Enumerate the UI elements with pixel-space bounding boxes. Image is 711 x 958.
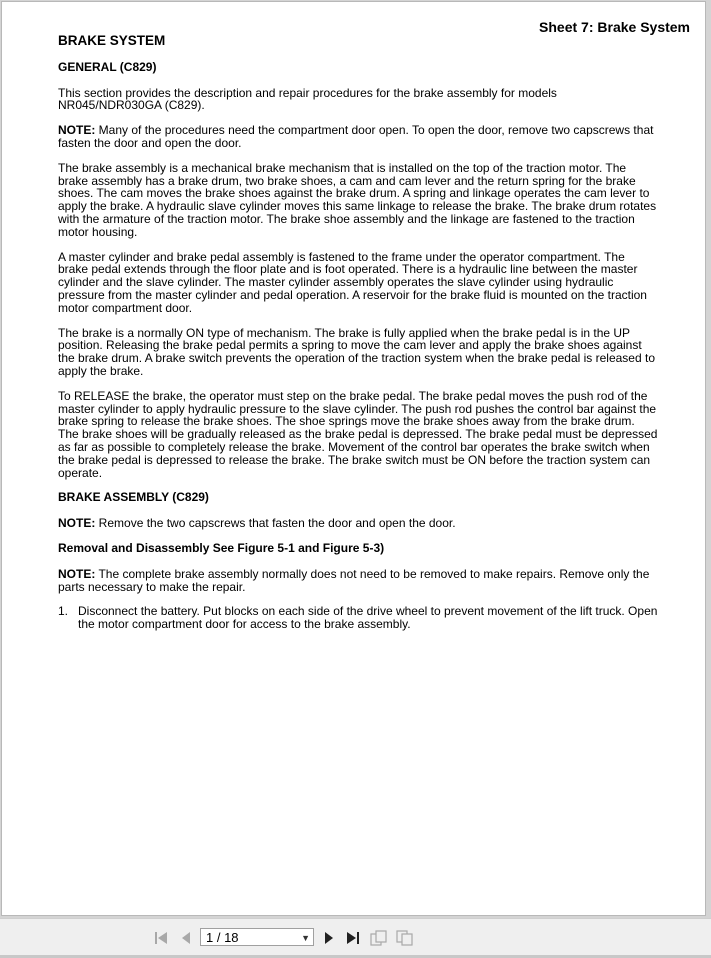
document-page: [1, 1, 706, 916]
page-indicator: 1 / 18: [206, 930, 239, 945]
assembly-heading: BRAKE ASSEMBLY (C829): [58, 490, 209, 505]
first-page-icon[interactable]: [152, 929, 170, 947]
intro-paragraph: This section provides the description and repair procedures for the brake assembly for models NR045/NDR030GA (C829).: [58, 85, 557, 113]
single-page-view-icon[interactable]: [370, 929, 388, 947]
list-item-text: Disconnect the battery. Put blocks on each side of the drive wheel to prevent movement of the lift truck. Open the motor compartment door for access to the brake assembly.: [78, 604, 658, 632]
body-paragraph: A master cylinder and brake pedal assembly is fastened to the frame under the operator compartment. The brake pedal extends through the floor plate and is foot operated. There is a hydraulic line between the master cylinder and the slave cylinder. The master cylinder assembly operates the slave cylinder using hydraulic pressure from the master cylinder and pedal operation. A reservoir for the brake fluid is mounted on the traction motor compartment door.: [58, 249, 647, 315]
last-page-icon[interactable]: [344, 929, 362, 947]
page-number-select[interactable]: [200, 928, 314, 946]
note-label: NOTE:: [58, 123, 96, 138]
body-paragraph: The brake assembly is a mechanical brake mechanism that is installed on the top of the traction motor. The brake assembly has a brake drum, two brake shoes, a cam and cam lever and the return spring for the brake shoes. The cam moves the brake shoes against the brake drum. A spring and linkage operates the cam lever to apply the brake. A hydraulic slave cylinder moves this same linkage to release the brake. The brake drum rotates with the armature of the traction motor. The brake shoe assembly and the linkage are fastened to the traction motor housing.: [58, 160, 657, 239]
body-paragraph: The brake is a normally ON type of mechanism. The brake is fully applied when the brake pedal is in the UP position. Releasing the brake pedal permits a spring to move the cam lever and apply the brake shoes against the brake drum. A brake switch prevents the operation of the traction system when the brake pedal is released to apply the brake.: [58, 325, 655, 378]
pdf-navigation-toolbar: [0, 918, 711, 958]
general-heading: GENERAL (C829): [58, 59, 157, 74]
note-label: NOTE:: [58, 566, 96, 581]
body-paragraph: To RELEASE the brake, the operator must step on the brake pedal. The brake pedal moves the push rod of the master cylinder to apply hydraulic pressure to the slave cylinder. The push rod pushes the control bar against the brake spring to release the brake shoes. The shoe springs move the brake shoes away from the brake drum. The brake shoes will be gradually released as the brake pedal is depressed. The brake pedal must be depressed as far as possible to completely release the brake. Movement of the control bar operates the brake switch when the brake pedal is depressed to release the brake. The brake switch must be ON before the traction system can operate.: [58, 388, 658, 480]
document-content: [58, 35, 658, 631]
note-text: Many of the procedures need the compartment door open. To open the door, remove two capscrews that fasten the door and open the door.: [58, 123, 654, 150]
next-page-icon[interactable]: [320, 929, 338, 947]
note-text: The complete brake assembly normally does not need to be removed to make repairs. Remove only the parts necessary to make the repair.: [58, 566, 650, 594]
note-label: NOTE:: [58, 516, 96, 531]
two-page-view-icon[interactable]: [396, 929, 414, 947]
note-text: Remove the two capscrews that fasten the door and open the door.: [95, 516, 456, 531]
note-paragraph: [58, 568, 658, 594]
section-heading: BRAKE SYSTEM: [58, 33, 166, 48]
list-item-number: 1.: [58, 604, 69, 619]
removal-heading: Removal and Disassembly See Figure 5-1 and Figure 5-3): [58, 540, 385, 555]
note-paragraph: [58, 517, 658, 530]
note-paragraph: [58, 124, 658, 150]
sheet-title: Sheet 7: Brake System: [539, 19, 690, 35]
previous-page-icon[interactable]: [177, 929, 195, 947]
list-item: [58, 605, 658, 631]
chevron-down-icon: ▼: [301, 933, 310, 943]
